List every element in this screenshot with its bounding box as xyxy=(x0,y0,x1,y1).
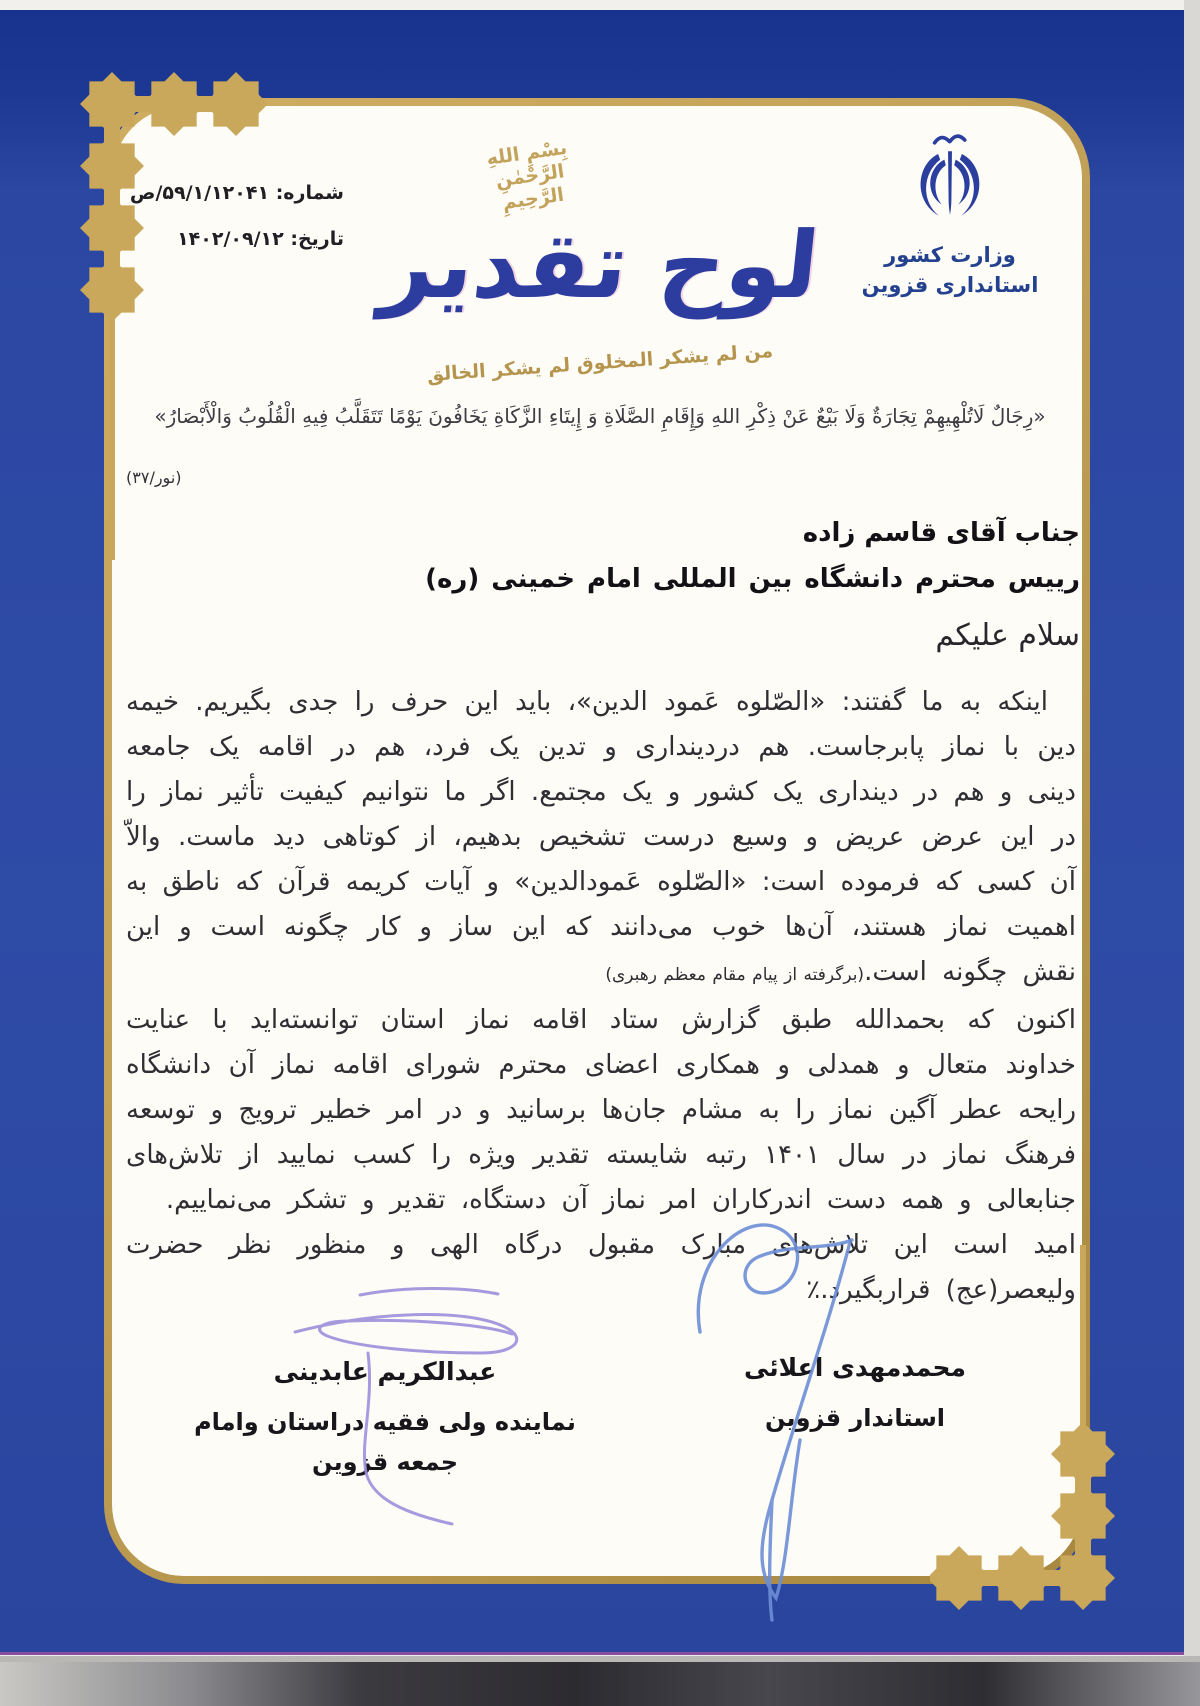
date-label: تاریخ: xyxy=(290,228,344,250)
scan-edge-top xyxy=(0,0,1200,10)
org-governorate: استانداری قزوین xyxy=(861,273,1039,297)
addressee-name: جناب آقای قاسم زاده xyxy=(802,518,1080,548)
ref-date-block xyxy=(112,170,344,262)
signature-block-imam xyxy=(160,1352,610,1482)
body-paragraph-3: امید است این تلاش‌های مبارک مقبول درگاه الهی و منظور نظر حضرت ولیعصر(عج) قراربگیرد.٪ xyxy=(126,1230,1076,1305)
quran-verse: «رِجَالٌ لَاتُلْهِيهِمْ تِجَارَةٌ وَلَا بَيْعٌ عَنْ ذِكْرِ اللهِ وَإِقَامِ الصَّلَاةِ وَ إِيتَاءِ الزَّكَاةِ يَخَافُونَ يَوْمًا تَتَقَلَّبُ فِيهِ الْقُلُوبُ وَالْأَبْصَارُ» xyxy=(154,404,1046,428)
signature-left-name: عبدالکریم عابدینی xyxy=(273,1357,497,1386)
org-ministry: وزارت کشور xyxy=(884,243,1016,267)
scan-edge-bottom xyxy=(0,1656,1200,1706)
date-value: ۱۴۰۲/۰۹/۱۲ xyxy=(177,228,284,250)
org-block xyxy=(850,130,1050,300)
certificate-title: لوح تقدیر xyxy=(376,212,824,319)
body-paragraph-1 xyxy=(126,680,1076,998)
leader-quote-citation: (برگرفته از پیام مقام معظم رهبری) xyxy=(605,965,865,985)
certificate-motto: من لم یشکر المخلوق لم یشکر الخالق xyxy=(426,339,774,387)
bismillah-text: بِسْمِ اللهِ الرَّحْمٰنِ الرَّحِيمِ xyxy=(485,136,569,214)
ref-number-line xyxy=(112,170,344,216)
salutation: سلام علیکم xyxy=(935,618,1080,653)
verse-citation: (نور/۳۷) xyxy=(126,468,182,487)
ref-label: شماره: xyxy=(275,182,344,204)
signature-right-name: محمدمهدی اعلائی xyxy=(743,1353,967,1382)
date-line xyxy=(112,216,344,262)
signature-right-title: استاندار قزوین xyxy=(764,1404,946,1432)
signature-block-governor xyxy=(690,1348,1020,1438)
addressee-block xyxy=(140,510,1080,602)
signature-left-title: نماینده ولی فقیه دراستان وامام جمعه قزوین xyxy=(194,1408,576,1476)
body-paragraph-2: اکنون که بحمدالله طبق گزارش ستاد اقامه نماز استان توانسته‌اید با عنایت خداوند متعال و همدلی و همکاری اعضای محترم شورای اقامه نماز آن دانشگاه رایحه عطر آگین نماز را به مشام جان‌ها برسانید و در امر خطیر ترویج و توسعه فرهنگ نماز در سال ۱۴۰۱ رتبه شایسته تقدیر ویژه را کسب نمایید از تلاش‌های جنابعالی و همه دست اندرکاران امر نماز آن دستگاه، تقدیر و تشکر می‌نماییم. xyxy=(126,1005,1077,1215)
letter-body xyxy=(126,680,1076,1313)
paragraph-1-text: اینکه به ما گفتند: «الصّلوه عَمود الدین»، باید این حرف را جدی بگیریم. خیمه دین با نماز پابرجاست. هم دردینداری و تدین یک فرد، هم در اقامه یک جامعه دینی و هم در دینداری یک کشور و یک مجتمع. اگر ما نتوانیم کیفیت تأثیر نماز را در این عرض عریض و وسیع درست تشخیص بدهیم، از کوتاهی دید ماست. والاّ آن کسی که فرموده است: «الصّلوه عَمودالدین» و آیات کریمه قرآن که ناطق به اهمیت نماز هستند، آن‌ها خوب می‌دانند که این ساز و کار چگونه است و این نقش چگونه است. xyxy=(126,687,1076,987)
addressee-title: رییس محترم دانشگاه بین المللی امام خمینی (ره) xyxy=(425,564,1080,594)
scan-edge-right xyxy=(1184,0,1200,1706)
star-ornament-top-left-icon xyxy=(60,55,320,575)
ref-number: ۵۹/۱/۱۲۰۴۱/ص xyxy=(129,182,270,204)
iran-emblem-icon xyxy=(908,130,992,234)
